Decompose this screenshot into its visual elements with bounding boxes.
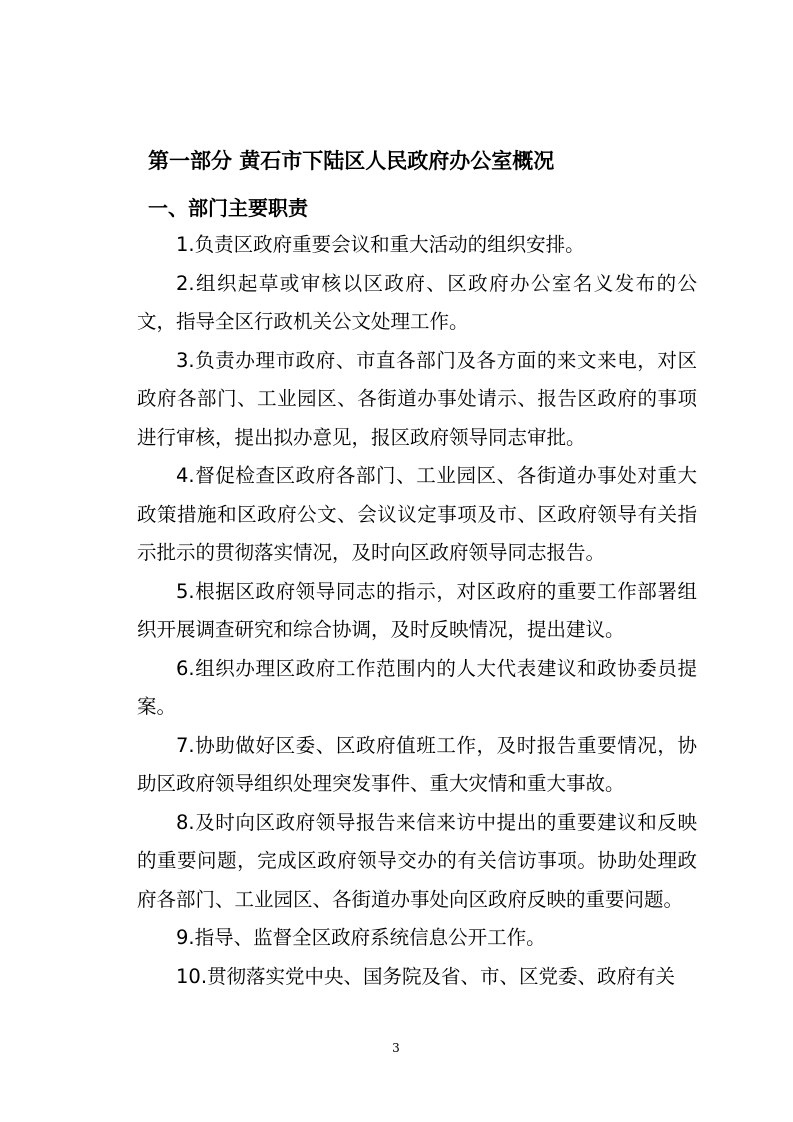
page-number: 3 <box>392 1041 400 1055</box>
paragraph-6: 6.组织办理区政府工作范围内的人大代表建议和政协委员提案。 <box>137 656 697 718</box>
paragraph-1: 1.负责区政府重要会议和重大活动的组织安排。 <box>176 233 585 256</box>
paragraph-4: 4.督促检查区政府各部门、工业园区、各街道办事处对重大政策措施和区政府公文、会议议定事项及市、区政府领导有关指示批示的贯彻落实情况，及时向区政府领导同志报告。 <box>137 464 697 564</box>
body-text <box>137 226 697 996</box>
section-heading: 一、部门主要职责 <box>148 196 308 220</box>
paragraph-2: 2.组织起草或审核以区政府、区政府办公室名义发布的公文，指导全区行政机关公文处理工作。 <box>137 271 697 333</box>
document-title: 第一部分 黄石市下陆区人民政府办公室概况 <box>148 149 555 173</box>
paragraph-8: 8.及时向区政府领导报告来信来访中提出的重要建议和反映的重要问题，完成区政府领导交办的有关信访事项。协助处理政府各部门、工业园区、各街道办事处向区政府反映的重要问题。 <box>137 810 697 911</box>
paragraph-3: 3.负责办理市政府、市直各部门及各方面的来文来电，对区政府各部门、工业园区、各街道办事处请示、报告区政府的事项进行审核，提出拟办意见，报区政府领导同志审批。 <box>137 348 697 449</box>
paragraph-10: 10.贯彻落实党中央、国务院及省、市、区党委、政府有关 <box>176 964 676 988</box>
paragraph-9: 9.指导、监督全区政府系统信息公开工作。 <box>176 926 546 949</box>
paragraph-7: 7.协助做好区委、区政府值班工作，及时报告重要情况，协助区政府领导组织处理突发事件、重大灾情和重大事故。 <box>137 733 697 795</box>
paragraph-5: 5.根据区政府领导同志的指示，对区政府的重要工作部署组织开展调查研究和综合协调，及时反映情况，提出建议。 <box>137 579 697 641</box>
